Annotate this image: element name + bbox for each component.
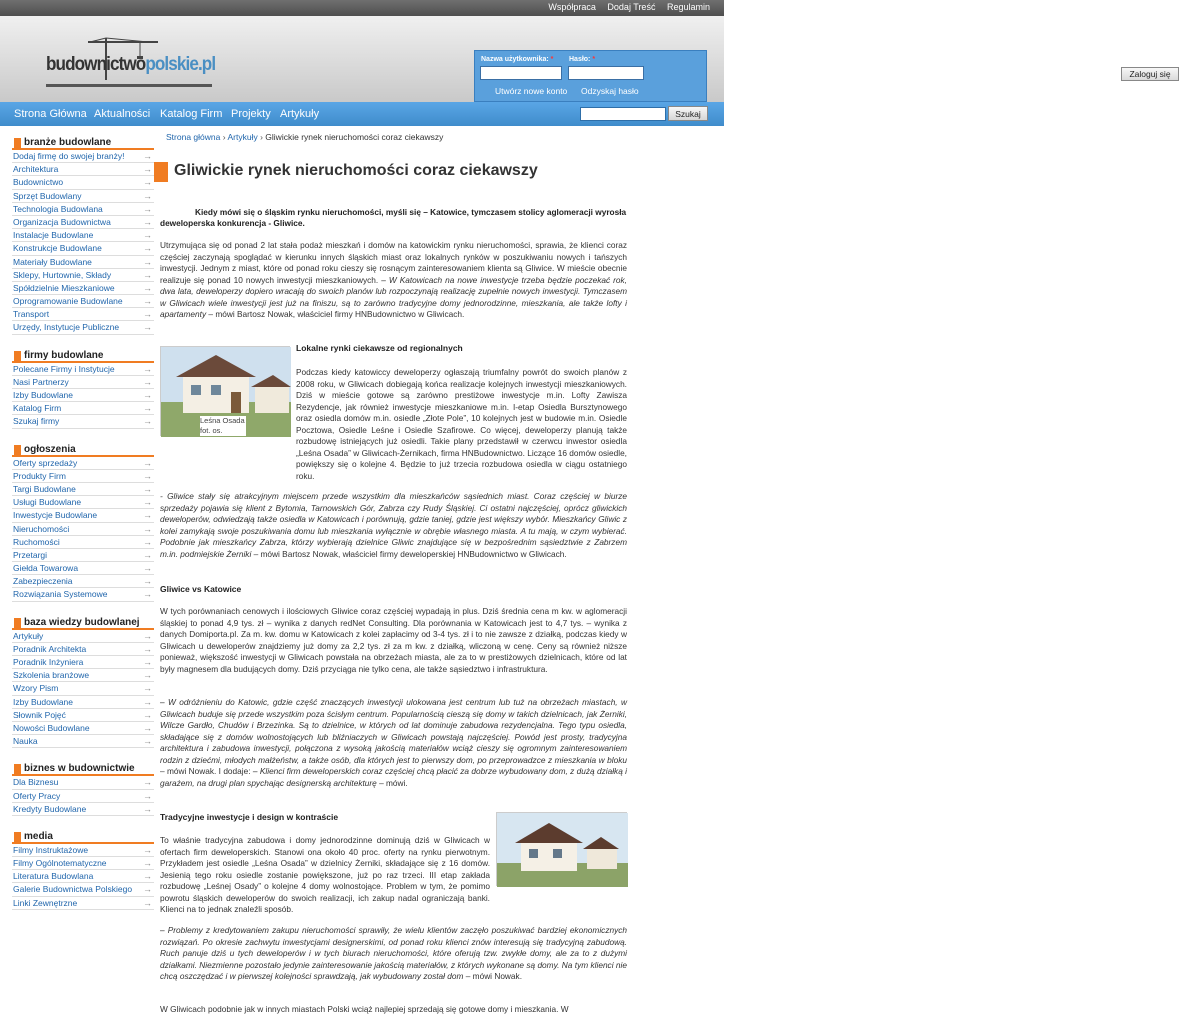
arrow-right-icon: → <box>143 563 152 574</box>
arrow-right-icon: → <box>143 243 152 254</box>
sidebar-item-label: Dodaj firmę do swojej branży! <box>13 151 125 161</box>
arrow-right-icon: → <box>143 322 152 333</box>
sidebar-item-label: Przetargi <box>13 549 48 560</box>
arrow-right-icon: → <box>143 657 152 667</box>
arrow-right-icon: → <box>143 363 152 374</box>
sidebar-item-label: Wzory Pism <box>13 683 59 694</box>
section-marker <box>14 618 21 629</box>
sidebar-item[interactable] <box>12 203 154 216</box>
sidebar-item-label: Transport <box>13 309 50 320</box>
sidebar-item-label: Materiały Budowlane <box>13 256 92 267</box>
sidebar-item-label: Spółdzielnie Mieszkaniowe <box>13 282 115 293</box>
sidebar-section-s6 <box>12 830 154 910</box>
heading-traditional-design: Tradycyjne inwestycje i design w kontraście <box>160 812 339 822</box>
sidebar-item[interactable] <box>12 790 154 803</box>
arrow-right-icon: → <box>143 696 152 707</box>
nav-home[interactable]: Strona Główna <box>14 108 87 120</box>
sidebar-item[interactable] <box>12 562 154 575</box>
sidebar-item-label: Polecane Firmy i Instytucje <box>13 363 115 374</box>
sidebar-item[interactable] <box>12 549 154 562</box>
article-paragraph-2: Podczas kiedy katowiccy deweloperzy ogłaszają triumfalny powrót do swoich planów z 2008 roku, w Gliwicach dobiegają końca realizacje kolejnych inwestycji mieszkaniowych. Dziś w mieście gotowe są zarówno prestiżowe inwestycje m.in. Lofty Zawisza Rezydencje, jak również inwestycje mieszkaniowe m.in. I-etap Osiedla Bursztynowego oraz osiedla domów m.in. osiedle „Złote Pole”, 10 kolejnych jest w budowie m.in. Osiedle Pocztowa, Osiedle Leśne i Osiedle Szafirowe. Co więcej, deweloperzy planują także rozbudowę istniejących już osiedli. Takie plany przedstawił w czerwcu inwestor osiedla „Leśna Osada” w Gliwicach-Żernikach, firma HNBudownictwo. Liczące 16 domów osiedle, powiększy się o kolejne 4. Będzie to już trzecia rozbudowa osiedla w ciągu ostatniego roku. <box>296 367 627 481</box>
search-input[interactable] <box>580 107 666 121</box>
sidebar-section-s4 <box>12 616 154 749</box>
house-photo-2 <box>496 812 627 886</box>
sidebar-item[interactable] <box>12 363 154 376</box>
article-paragraph-1: Utrzymująca się od ponad 2 lat stała podaż mieszkań i domów na katowickim rynku nieruchomości, sprawia, że klienci coraz częściej zaczynają spoglądać w kierunku innych śląskich miast oraz lokalnych rynków w poszukiwaniu nowych i tańszych inwestycji. Jednym z miast, które od ponad roku cieszy się rosnącym zainteresowaniem klienta są Gliwice. W mieście obecnie realizuje się ponad 10 nowych inwestycji mieszkaniowych. – W Katowicach na nowe inwestycje trzeba będzie poczekać rok, dwa lata, deweloperzy dopiero wracają do swoich planów lub rozpoczynają realizację zupełnie nowych inwestycji. Tymczasem w Gliwicach wiele inwestycji jest już na finiszu, są to zarówno tradycyjne domy jednorodzinne, mieszkania, ale także lofty i apartamenty – mówi Bartosz Nowak, właściciel firmy HNBudownictwo w Gliwicach. <box>160 240 627 319</box>
article-paragraph-4: W tych porównaniach cenowych i ilościowych Gliwice coraz częściej wypadają in plus. Dziś średnia cena m kw. w aglomeracji śląskiej to ponad 4,9 tys. zł – wynika z danych redNet Consulting. Dla porównania w Katowicach jest to 4,7 tys. – wynika z danych Domiporta.pl. Za m. kw. domu w Katowicach z kolei zapłacimy od 3-4 tys. zł i to nie zawsze z działką, podczas kiedy w Gliwicach u deweloperów znajdziemy już domy za 2,2 tys. zł za m kw. z działką, wliczoną w cenę. Ceny są również niższe ponieważ, większość inwestycji w Gliwicach powstała na obrzeżach miasta, ale za to w prestiżowych dzielnicach, które od lat były magnesem dla budujących domy. Dziś przyciąga nie tylko cena, ale także sąsiedztwo i infrastruktura. <box>160 606 627 674</box>
sidebar-item[interactable] <box>12 402 154 415</box>
sidebar-item-label: Artykuły <box>13 630 44 641</box>
sidebar-section-title: biznes w budownictwie <box>12 762 154 776</box>
sidebar-section-title: ogłoszenia <box>12 443 154 457</box>
top-link-terms[interactable]: Regulamin <box>666 2 710 12</box>
sidebar-item[interactable] <box>12 269 154 282</box>
sidebar-item[interactable] <box>12 376 154 389</box>
sidebar-item[interactable] <box>12 735 154 748</box>
top-link-cooperation[interactable]: Współpraca <box>548 2 596 12</box>
sidebar-item[interactable] <box>12 523 154 536</box>
arrow-right-icon: → <box>143 269 152 280</box>
sidebar-item-label: Nasi Partnerzy <box>13 376 69 387</box>
username-label: Nazwa użytkownika: * <box>481 56 554 63</box>
top-link-add-content[interactable]: Dodaj Treść <box>607 2 656 12</box>
sidebar-item-label: Kredyty Budowlane <box>13 803 87 814</box>
arrow-right-icon: → <box>143 897 152 908</box>
sidebar-item[interactable] <box>12 163 154 176</box>
sidebar-item[interactable] <box>12 643 154 656</box>
sidebar-item[interactable] <box>12 844 154 857</box>
sidebar-item-label: Oferty Pracy <box>13 790 61 801</box>
arrow-right-icon: → <box>143 670 152 681</box>
sidebar-item[interactable] <box>12 669 154 682</box>
breadcrumb: Strona główna › Artykuły › Gliwickie rynek nieruchomości coraz ciekawszy <box>166 132 444 142</box>
sidebar-item[interactable] <box>12 575 154 588</box>
sidebar-item-label: Filmy Ogólnotematyczne <box>13 858 107 869</box>
sidebar-item[interactable] <box>12 536 154 549</box>
login-button[interactable]: Zaloguj się <box>1121 67 1179 81</box>
arrow-right-icon: → <box>143 483 152 494</box>
sidebar-item-label: Galerie Budownictwa Polskiego <box>13 884 133 895</box>
sidebar-section-title: branże budowlane <box>12 136 154 150</box>
sidebar-item-label: Usługi Budowlane <box>13 497 82 508</box>
arrow-right-icon: → <box>143 376 152 387</box>
section-marker <box>14 832 21 843</box>
sidebar-item[interactable] <box>12 229 154 242</box>
arrow-right-icon: → <box>143 790 152 801</box>
sidebar-item-label: Szukaj firmy <box>13 416 60 427</box>
arrow-right-icon: → <box>143 709 152 720</box>
register-link[interactable]: Utwórz nowe konto <box>495 86 568 96</box>
sidebar-item[interactable] <box>12 509 154 522</box>
sidebar-item[interactable] <box>12 308 154 321</box>
arrow-right-icon: → <box>143 296 152 307</box>
recover-password-link[interactable]: Odzyskaj hasło <box>581 86 639 96</box>
top-bar <box>0 0 724 16</box>
sidebar-item-label: Nowości Budowlane <box>13 722 90 733</box>
arrow-right-icon: → <box>143 151 152 161</box>
sidebar-item[interactable] <box>12 630 154 643</box>
sidebar-item[interactable] <box>12 709 154 722</box>
sidebar-section-title: media <box>12 830 154 844</box>
arrow-right-icon: → <box>143 884 152 895</box>
sidebar-item[interactable] <box>12 883 154 896</box>
sidebar-item-label: Izby Budowlane <box>13 390 74 400</box>
article-lead: Kiedy mówi się o śląskim rynku nieruchomości, myśli się – Katowice, tymczasem stolicy aglomeracji wyrosła deweloperska konkurencja - Gliwice. <box>160 207 627 228</box>
sidebar-item-label: Nieruchomości <box>13 523 70 534</box>
arrow-right-icon: → <box>143 736 152 747</box>
arrow-right-icon: → <box>143 230 152 241</box>
sidebar <box>12 136 154 924</box>
sidebar-item[interactable] <box>12 176 154 189</box>
sidebar-item[interactable] <box>12 295 154 308</box>
arrow-right-icon: → <box>143 390 152 400</box>
heading-local-markets: Lokalne rynki ciekawsze od regionalnych <box>296 343 463 353</box>
sidebar-item[interactable] <box>12 415 154 428</box>
sidebar-item[interactable] <box>12 722 154 735</box>
sidebar-item-label: Rozwiązania Systemowe <box>13 589 108 600</box>
sidebar-item-label: Zabezpieczenia <box>13 576 73 587</box>
sidebar-item[interactable] <box>12 150 154 163</box>
sidebar-item-label: Izby Budowlane <box>13 696 74 707</box>
sidebar-item[interactable] <box>12 696 154 709</box>
sidebar-section-title: baza wiedzy budowlanej <box>12 616 154 630</box>
sidebar-item[interactable] <box>12 870 154 883</box>
arrow-right-icon: → <box>143 536 152 547</box>
arrow-right-icon: → <box>143 309 152 320</box>
article-paragraph-3: - Gliwice stały się atrakcyjnym miejscem przede wszystkim dla mieszkańców sąsiednich miast. Coraz częściej w biurze sprzedaży pojawia się klient z Bytomia, Tarnowskich Gór, Zabrza czy Rudy Śląskiej. Ci ostatni najczęściej, oprócz gliwickich deweloperów, odwiedzają także osiedla w Katowicach i porównują, gdzie taniej, gdzie jest większy wybór. Mieszkańcy Gliwic z kolei zamykają swoje poszukiwania domu lub mieszkania wyłącznie w obrębie własnego miasta. A tu mają, w czym wybierać. Podobnie jak mieszkańcy Zabrza, którzy wybierają dzielnice Gliwic znajdujące się w bezpośrednim sąsiedztwie z Zabrzem m.in. podmiejskie Żerniki – mówi Bartosz Nowak, właściciel firmy deweloperskiej HNBudownictwo w Gliwicach. <box>160 491 627 559</box>
sidebar-item-label: Filmy Instruktażowe <box>13 844 89 855</box>
nav-news[interactable]: Aktualności <box>94 108 151 120</box>
sidebar-item[interactable] <box>12 282 154 295</box>
sidebar-item-label: Poradnik Inżyniera <box>13 657 84 667</box>
password-input[interactable] <box>568 66 644 80</box>
sidebar-item[interactable] <box>12 656 154 669</box>
sidebar-section-title: firmy budowlane <box>12 349 154 363</box>
sidebar-item-label: Inwestycje Budowlane <box>13 510 98 521</box>
section-marker <box>14 445 21 456</box>
photo-caption: Leśna Osada fot. os. <box>200 416 245 435</box>
sidebar-item-label: Oferty sprzedaży <box>13 457 78 468</box>
sidebar-item-label: Organizacja Budownictwa <box>13 216 111 227</box>
arrow-right-icon: → <box>143 416 152 427</box>
arrow-right-icon: → <box>143 190 152 201</box>
article-paragraph-8: W Gliwicach podobnie jak w innych miastach Polski wciąż najlepiej sprzedają się gotowe domy i mieszkania. W <box>160 1004 569 1014</box>
sidebar-item-label: Urzędy, Instytucje Publiczne <box>13 322 120 333</box>
arrow-right-icon: → <box>143 630 152 641</box>
arrow-right-icon: → <box>143 177 152 188</box>
section-marker <box>14 351 21 362</box>
sidebar-item-label: Targi Budowlane <box>13 483 76 494</box>
arrow-right-icon: → <box>143 164 152 175</box>
sidebar-item-label: Produkty Firm <box>13 470 66 481</box>
logo-underline <box>46 84 212 87</box>
sidebar-item-label: Katalog Firm <box>13 403 62 414</box>
article-paragraph-7: – Problemy z kredytowaniem zakupu nieruchomości sprawiły, że wielu klientów zaczęło poszukiwać bardziej ekonomicznych rozwiązań. Po okresie zachwytu inwestycjami designerskimi, od ponad roku klienci znów interesują się tradycyjną zabudową. Ruch panuje dziś u tych deweloperów i w tych biurach nieruchomości, które oferują tzw. zwykłe domy, ale za to z dużymi działkami. Niezmienne pozostało jedynie zainteresowanie jakością materiałów, z których wykonane są domy. Na tym klienci nie chcą oszczędzać i w pierwszej kolejności sprawdzają, jak wybudowany został dom – mówi Nowak. <box>160 925 627 981</box>
arrow-right-icon: → <box>143 589 152 600</box>
arrow-right-icon: → <box>143 858 152 869</box>
page-title: Gliwickie rynek nieruchomości coraz ciekawszy <box>174 162 538 179</box>
sidebar-item-label: Ruchomości <box>13 536 60 547</box>
nav-company-catalog[interactable]: Katalog Firm <box>160 108 223 120</box>
arrow-right-icon: → <box>143 216 152 227</box>
sidebar-item[interactable] <box>12 776 154 789</box>
sidebar-item-label: Architektura <box>13 164 59 175</box>
arrow-right-icon: → <box>143 497 152 508</box>
sidebar-item[interactable] <box>12 216 154 229</box>
sidebar-item-label: Linki Zewnętrzne <box>13 897 78 908</box>
sidebar-item-label: Giełda Towarowa <box>13 563 79 574</box>
sidebar-item[interactable] <box>12 588 154 601</box>
password-label: Hasło: * <box>569 56 596 63</box>
sidebar-item[interactable] <box>12 242 154 255</box>
header <box>0 16 1171 102</box>
sidebar-section-s3 <box>12 443 154 602</box>
breadcrumb-home[interactable]: Strona główna <box>166 132 221 142</box>
sidebar-item[interactable] <box>12 389 154 402</box>
nav-projects[interactable]: Projekty <box>231 108 271 120</box>
username-input[interactable] <box>480 66 562 80</box>
arrow-right-icon: → <box>143 203 152 214</box>
breadcrumb-current: Gliwickie rynek nieruchomości coraz ciekawszy <box>265 132 444 142</box>
nav-articles[interactable]: Artykuły <box>280 108 320 120</box>
sidebar-item-label: Konstrukcje Budowlane <box>13 243 102 254</box>
sidebar-section-s2 <box>12 349 154 429</box>
sidebar-item-label: Oprogramowanie Budowlane <box>13 296 123 307</box>
sidebar-section-s1 <box>12 136 154 335</box>
sidebar-item-label: Literatura Budowlana <box>13 871 94 882</box>
article-paragraph-5: – W odróżnieniu do Katowic, gdzie część znaczących inwestycji ulokowana jest centrum lub tuż na obrzeżach miastach, w Gliwicach buduje się przede wszystkim poza ścisłym centrum. Popularnością cieszą się domy w takich dzielnicach, jak Żerniki, Wilcze Gardło, Chudów i Brzezinka. Są to dzielnice, w których od lat dominuje zabudowa rezydencjalna. Tego typu osiedla, składające się z domów wolnostojących lub bliźniaczych w Gliwicach powstają najczęściej. Powód jest prosty, tradycyjna architektura i zabudowa inwestycji, połączona z wysoką jakością materiałów wciąż cieszy się ogromnym zainteresowaniem rodzin z dziećmi, młodych małżeństw, a także osób, dla których jest to pierwszy dom, po przeprowadzce z mieszkania w bloku – mówi Nowak. I dodaje: – Klienci firm deweloperskich coraz częściej chcą płacić za dobrze wybudowany dom, z dużą działką i garażem, na drugi plan spychając designerską architekturę – mówi. <box>160 697 627 788</box>
arrow-right-icon: → <box>143 844 152 855</box>
arrow-right-icon: → <box>143 457 152 468</box>
arrow-right-icon: → <box>143 403 152 414</box>
sidebar-item-label: Poradnik Architekta <box>13 643 87 654</box>
sidebar-item-label: Technologia Budowlana <box>13 203 103 214</box>
arrow-right-icon: → <box>143 256 152 267</box>
sidebar-item-label: Budownictwo <box>13 177 64 188</box>
section-marker <box>14 138 21 149</box>
arrow-right-icon: → <box>143 643 152 654</box>
sidebar-item[interactable] <box>12 457 154 470</box>
sidebar-section-s5 <box>12 762 154 816</box>
sidebar-item-label: Dla Biznesu <box>13 777 59 788</box>
arrow-right-icon: → <box>143 803 152 814</box>
sidebar-item[interactable] <box>12 803 154 816</box>
arrow-right-icon: → <box>143 510 152 521</box>
sidebar-item[interactable] <box>12 682 154 695</box>
sidebar-item[interactable] <box>12 256 154 269</box>
sidebar-item-label: Sklepy, Hurtownie, Składy <box>13 269 112 280</box>
login-box <box>474 50 1171 102</box>
arrow-right-icon: → <box>143 777 152 788</box>
breadcrumb-articles[interactable]: Artykuły <box>227 132 258 142</box>
section-marker <box>14 764 21 775</box>
heading-gliwice-vs-katowice: Gliwice vs Katowice <box>160 584 242 594</box>
arrow-right-icon: → <box>143 576 152 587</box>
arrow-right-icon: → <box>143 523 152 534</box>
sidebar-item[interactable] <box>12 190 154 203</box>
arrow-right-icon: → <box>143 282 152 293</box>
article-paragraph-6: To właśnie tradycyjna zabudowa i domy jednorodzinne dominują dziś w Gliwicach w ofertach firm deweloperskich. Stanowi ona około 40 proc. oferty na rynku pierwotnym. Przykładem jest osiedle „Leśna Osada” w dzielnicy Żerniki, składające się z 16 domów. Jesienią tego roku osiedle zostanie powiększone, już po raz trzeci. III etap zakłada rozbudowę „Leśnej Osady” o kolejne 4 domy wolnostojące. Problem w tym, że pomimo powrotu śląskich deweloperów do swoich realizacji, ich zakup nadal ograniczają banki. Klienci na to jednak znaleźli sposób. <box>160 835 490 914</box>
sidebar-item-label: Nauka <box>13 736 38 747</box>
site-logo[interactable]: budownictwopolskie.pl <box>46 54 216 75</box>
search-button[interactable]: Szukaj <box>668 106 708 121</box>
arrow-right-icon: → <box>143 683 152 694</box>
arrow-right-icon: → <box>143 470 152 481</box>
sidebar-item-label: Szkolenia branżowe <box>13 670 90 681</box>
arrow-right-icon: → <box>143 549 152 560</box>
sidebar-item[interactable] <box>12 496 154 509</box>
sidebar-item[interactable] <box>12 470 154 483</box>
sidebar-item-label: Słownik Pojęć <box>13 709 66 720</box>
arrow-right-icon: → <box>143 722 152 733</box>
title-marker <box>154 162 168 182</box>
sidebar-item[interactable] <box>12 857 154 870</box>
article-paragraph-2-cont <box>160 457 627 480</box>
sidebar-item[interactable] <box>12 483 154 496</box>
sidebar-item-label: Instalacje Budowlane <box>13 230 94 241</box>
arrow-right-icon: → <box>143 871 152 882</box>
sidebar-item[interactable] <box>12 897 154 910</box>
sidebar-item[interactable] <box>12 321 154 334</box>
sidebar-item-label: Sprzęt Budowlany <box>13 190 82 201</box>
